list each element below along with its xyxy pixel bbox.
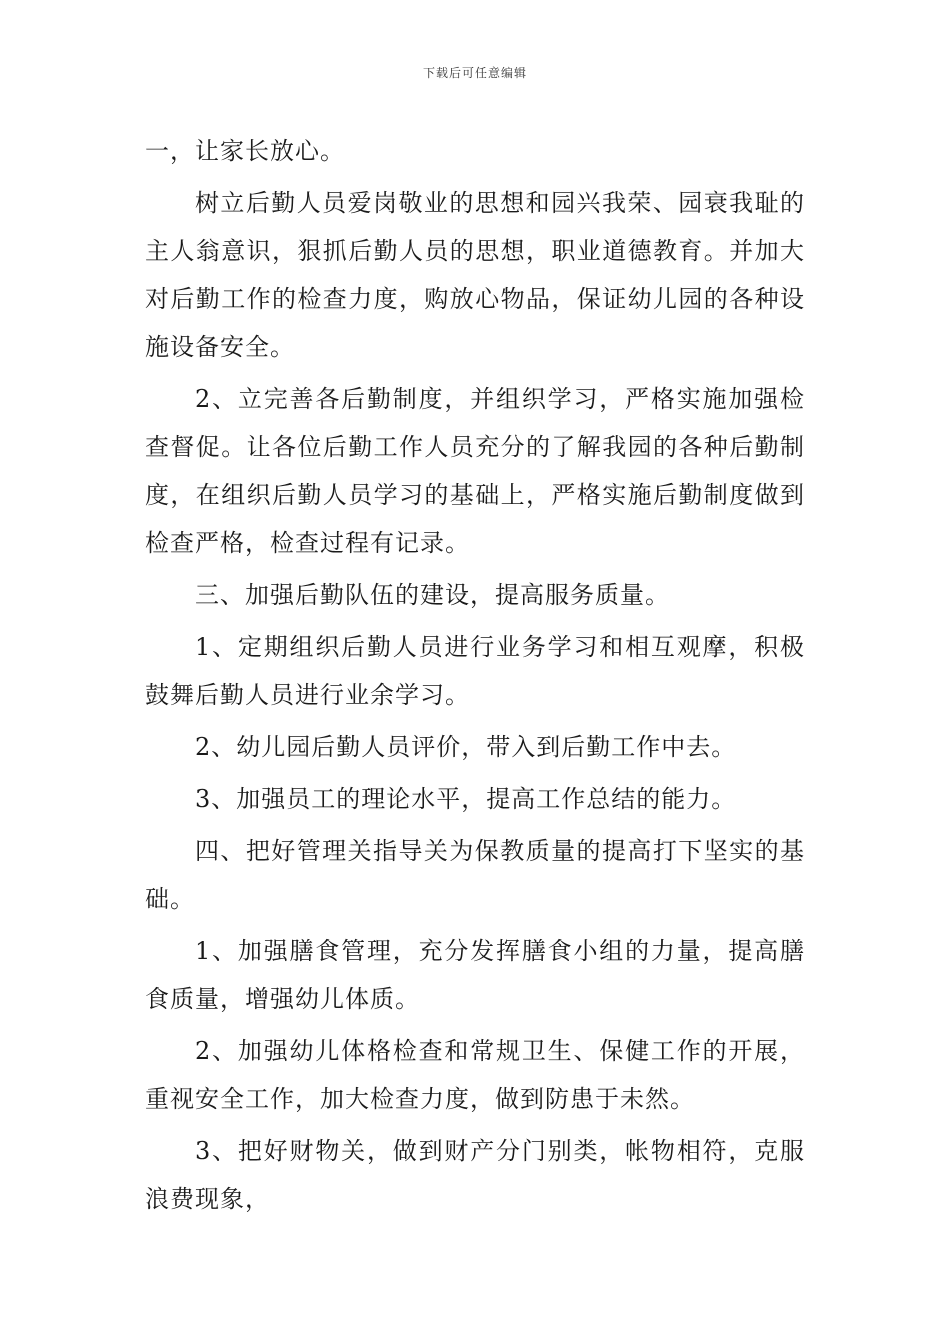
section-heading-3: 三、加强后勤队伍的建设，提高服务质量。 xyxy=(195,581,670,609)
section-heading-4: 四、把好管理关指导关为保教质量的提高打下坚实的基础。 xyxy=(145,837,805,913)
paragraph-3: 2、立完善各后勤制度，并组织学习，严格实施加强检查督促。让各位后勤工作人员充分的了解我园的各种后勤制度，在组织后勤人员学习的基础上，严格实施后勤制度做到检查严格，检查过程有记录。 xyxy=(145,385,805,557)
paragraph-7: 3、加强员工的理论水平，提高工作总结的能力。 xyxy=(195,785,737,813)
paragraph-2: 树立后勤人员爱岗敬业的思想和园兴我荣、园衰我耻的主人翁意识，狠抓后勤人员的思想，职业道德教育。并加大对后勤工作的检查力度，购放心物品，保证幼儿园的各种设施设备安全。 xyxy=(145,189,805,361)
paragraph-6: 2、幼儿园后勤人员评价，带入到后勤工作中去。 xyxy=(195,733,737,761)
paragraph-1: 一，让家长放心。 xyxy=(145,137,345,165)
paragraph-9: 1、加强膳食管理，充分发挥膳食小组的力量，提高膳食质量，增强幼儿体质。 xyxy=(145,937,805,1013)
document-body xyxy=(145,127,805,1227)
page-header: 下载后可任意编辑 xyxy=(422,66,527,80)
paragraph-10: 2、加强幼儿体格检查和常规卫生、保健工作的开展，重视安全工作，加大检查力度，做到防患于未然。 xyxy=(145,1037,805,1113)
paragraph-11: 3、把好财物关，做到财产分门别类，帐物相符，克服浪费现象， xyxy=(145,1137,805,1213)
paragraph-5: 1、定期组织后勤人员进行业务学习和相互观摩，积极鼓舞后勤人员进行业余学习。 xyxy=(145,633,805,709)
